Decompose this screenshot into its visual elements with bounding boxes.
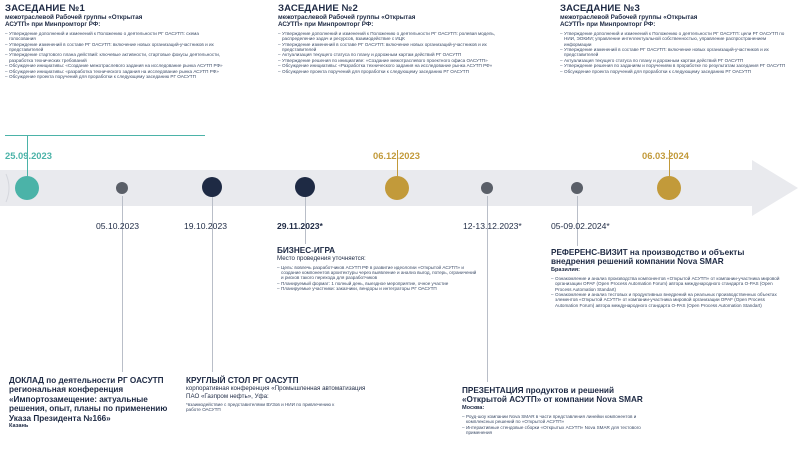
date-report: 05.10.2023 — [96, 221, 140, 231]
reference-visit-block — [551, 248, 789, 308]
meeting-1-date: 25.09.2023 — [5, 150, 52, 161]
milestone-dot-report — [116, 182, 128, 194]
list-item: – Ознакомление и анализ тестовых и продуктивных внедрений на реальных производственных объектах элементов «Открытой АСУТП» от компании-участника мировой организации OPAF (Open Process Automation Forum) автора международного стандарта O-PAS (Open Process Automation Standart) — [551, 292, 789, 308]
meeting-3-date: 06.03.2024 — [642, 150, 689, 161]
meeting-3-block — [560, 3, 792, 74]
list-item: – Обсуждение проекта поручений для проработки к следующему заседанию РГ ОАСУТП — [560, 69, 792, 74]
list-item: – Утверждение дополнений и изменений к Положению о деятельности РГ ОАСУТП: ролевая модель, распределение задач и ресурсов, взаимодействие с ИЦК — [278, 31, 498, 42]
business-game-items — [277, 265, 477, 292]
round-table-block — [186, 376, 376, 413]
meeting-1-block — [5, 3, 223, 79]
meeting-3-title: ЗАСЕДАНИЕ №3 — [560, 3, 640, 14]
presentation-title: ПРЕЗЕНТАЦИЯ продуктов и решений «Открытой АСУТП» от компании Nova SMAR — [462, 386, 643, 405]
milestone-dot-meeting-1 — [15, 176, 39, 200]
list-item: – Утверждение изменений в составе РГ ОАСУТП: включение новых организаций-участников и их представителей — [560, 47, 792, 58]
milestone-dot-round-table — [202, 177, 222, 197]
meeting-2-items — [278, 31, 498, 74]
report-block — [9, 376, 174, 430]
presentation-location: Москва: — [462, 404, 485, 411]
round-table-title: КРУГЛЫЙ СТОЛ РГ ОАСУТП — [186, 376, 299, 385]
list-item: – Планируемые участники: заказчики, вендоры и интеграторы РГ ОАСУТП — [277, 286, 477, 291]
list-item: – Утверждение решения по заданиям и поручениям в проработке по результатам заседания РГ ОАСУТП — [560, 63, 792, 68]
milestone-dot-meeting-2 — [385, 176, 409, 200]
list-item: – Утверждение изменений в составе РГ ОАСУТП: включение новых организаций-участников и их представителей — [278, 42, 498, 53]
meeting-2-title: ЗАСЕДАНИЕ №2 — [278, 3, 358, 14]
meeting-1-rule — [5, 135, 205, 136]
report-title: ДОКЛАД по деятельности РГ ОАСУТП региональная конференция «Импортозамещение: актуальные решения, опыт, планы по применению Указа Президента №166» — [9, 376, 168, 423]
list-item: – Утверждение дополнений и изменений к Положению о деятельности РГ ОАСУТП: схема голосования — [5, 31, 223, 42]
list-item: – Планируемый формат: 1 полный день, выездное мероприятие, очное участие — [277, 281, 477, 286]
round-table-note: *взаимодействие с представителями ВУЗов и НИИ по привлечению к работе ОАСУТП — [186, 401, 335, 413]
meeting-1-subtitle: межотраслевой Рабочей группы «Открытая АСУТП» при Минпромторг РФ: — [5, 14, 143, 29]
reference-visit-title: РЕФЕРЕНС-ВИЗИТ на производство и объекты внедрения решений компании Nova SMAR — [551, 248, 745, 267]
business-game-subtitle: Место проведения уточняется: — [277, 255, 366, 263]
meeting-2-date: 06.12.2023 — [373, 150, 420, 161]
meeting-3-items — [560, 31, 792, 74]
date-presentation: 12-13.12.2023* — [463, 221, 522, 231]
list-item: – Обсуждение инициативы: «Создание межотраслевого задания на исследование рынка АСУТП РФ» — [5, 63, 223, 68]
business-game-title: БИЗНЕС-ИГРА — [277, 246, 336, 255]
list-item: – Ознакомление и анализ производства компонентов «Открытой АСУТП» от компании-участника мировой организации OPAF (Open Process Automation Forum) автора международного стандарта O-PAS (Open Process Automation Standart) — [551, 276, 789, 292]
date-business-game: 29.11.2023* — [277, 221, 323, 231]
meeting-1-title: ЗАСЕДАНИЕ №1 — [5, 3, 85, 14]
round-table-subtitle: корпоративная конференция «Промышленная автоматизация ПАО «Газпром нефть», Уфа: — [186, 385, 366, 400]
list-item: – Интерактивные стендовые сборки «Открытых АСУТП» Nova SMAR для тестового применения — [462, 425, 652, 436]
guide-line-business-game — [305, 196, 306, 244]
list-item: – Обсуждение инициативы: «разработка технического задания на исследование рынка АСУТП РФ» — [5, 69, 223, 74]
presentation-items — [462, 414, 652, 436]
report-location: Казань — [9, 423, 29, 430]
list-item: – Утверждение стартового плана действий: ключевые активности, стартовые фокусы деятельности, разработка технических требований — [5, 52, 223, 63]
milestone-dot-business-game — [295, 177, 315, 197]
date-reference-visit: 05-09.02.2024* — [551, 221, 610, 231]
meeting-1-items — [5, 31, 223, 80]
milestone-dot-meeting-3 — [657, 176, 681, 200]
list-item: – Цель: вовлечь разработчиков АСУТП РФ в развитие идеологии «Открытой АСУТП» и создание компонентов архитектуры через выявление и анализ выгод, потерь, ограничений и рисков такого перехода для разработчиков — [277, 265, 477, 281]
list-item: – Обсуждение инициативы: «Разработка технического задания на исследование рынка АСУТП РФ» — [278, 63, 498, 68]
meeting-2-subtitle: межотраслевой Рабочей группы «Открытая АСУТП» при Минпромторг РФ: — [278, 14, 416, 29]
meeting-3-subtitle: межотраслевой Рабочей группы «Открытая АСУТП» при Минпромторг РФ: — [560, 14, 698, 29]
milestone-dot-presentation — [481, 182, 493, 194]
date-round-table: 19.10.2023 — [184, 221, 228, 231]
meeting-2-block — [278, 3, 498, 74]
milestone-dot-reference-visit — [571, 182, 583, 194]
business-game-block — [277, 246, 477, 292]
list-item: – Обсуждение проекта поручений для проработки к следующему заседанию РГ ОАСУТП — [5, 74, 223, 79]
list-item: – Утверждение дополнений и изменений к Положению о деятельности РГ ОАСУТП: цели РГ ОАСУТП по НИИ, ЭОКИИ; управление интеллектуальной собственностью, управление распространением информации — [560, 31, 792, 47]
list-item: – Утверждение решения по инициативе: «Создание межотраслевого проектного офиса ОАСУТП» — [278, 58, 498, 63]
list-item: – Утверждение изменений в составе РГ ОАСУТП: включение новых организаций-участников и их представителей — [5, 42, 223, 53]
list-item: – Роуд-шоу компании Nova SMAR в части представления линейки компонентов и комплексных решений по «Открытой АСУТП» — [462, 414, 652, 425]
presentation-block — [462, 386, 652, 435]
reference-visit-location: Бразилия: — [551, 266, 580, 273]
list-item: – Актуализация текущего статуса по плану и дорожным картам действий РГ ОАСУТП — [560, 58, 792, 63]
reference-visit-items — [551, 276, 789, 308]
list-item: – Актуализация текущего статуса по плану и дорожным картам действий РГ ОАСУТП — [278, 52, 498, 57]
list-item: – Обсуждение проекта поручений для проработки к следующему заседанию РГ ОАСУТП — [278, 69, 498, 74]
